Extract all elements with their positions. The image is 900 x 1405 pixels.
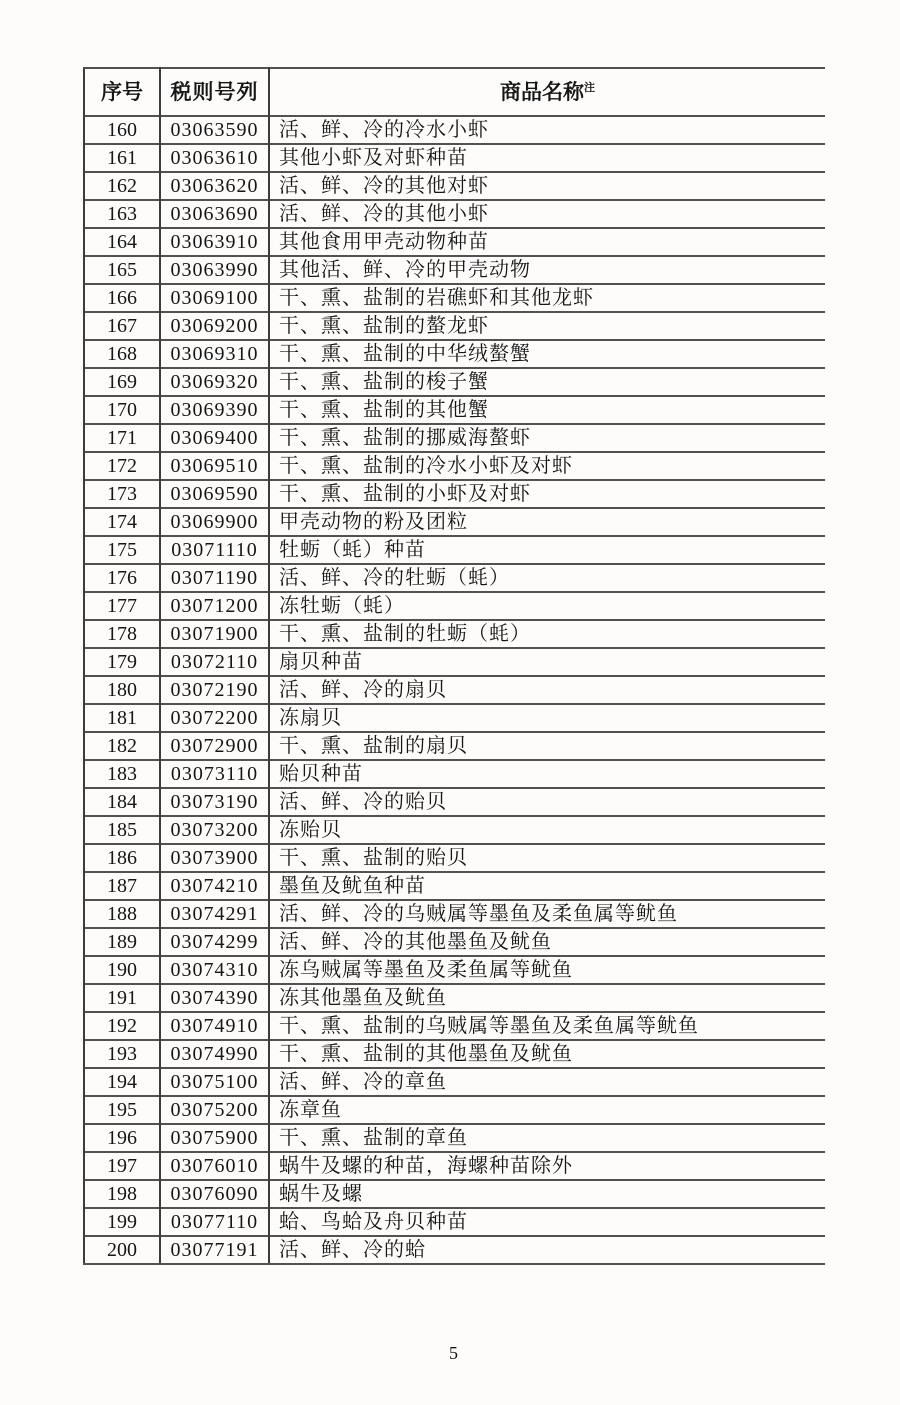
- row-no: 180: [84, 676, 160, 704]
- row-no: 163: [84, 200, 160, 228]
- table-row: [84, 1096, 825, 1124]
- table-row: [84, 704, 825, 732]
- table-row: [84, 1236, 825, 1264]
- table-row: [84, 1040, 825, 1068]
- row-no: 165: [84, 256, 160, 284]
- row-name: 干、熏、盐制的冷水小虾及对虾: [269, 452, 825, 480]
- row-name: 干、熏、盐制的其他蟹: [269, 396, 825, 424]
- table-row: [84, 116, 825, 144]
- row-no: 185: [84, 816, 160, 844]
- row-no: 191: [84, 984, 160, 1012]
- row-no: 179: [84, 648, 160, 676]
- table-row: [84, 396, 825, 424]
- row-name: 甲壳动物的粉及团粒: [269, 508, 825, 536]
- row-code: 03072190: [160, 676, 269, 704]
- row-code: 03063620: [160, 172, 269, 200]
- row-name: 活、鲜、冷的其他对虾: [269, 172, 825, 200]
- table-row: [84, 928, 825, 956]
- row-name: 冻乌贼属等墨鱼及柔鱼属等鱿鱼: [269, 956, 825, 984]
- table-row: [84, 312, 825, 340]
- row-no: 160: [84, 116, 160, 144]
- table-row: [84, 1068, 825, 1096]
- row-name: 活、鲜、冷的扇贝: [269, 676, 825, 704]
- row-name: 活、鲜、冷的乌贼属等墨鱼及柔鱼属等鱿鱼: [269, 900, 825, 928]
- row-code: 03063610: [160, 144, 269, 172]
- row-code: 03071110: [160, 536, 269, 564]
- row-code: 03074291: [160, 900, 269, 928]
- row-name: 活、鲜、冷的其他小虾: [269, 200, 825, 228]
- row-name: 干、熏、盐制的挪威海螯虾: [269, 424, 825, 452]
- table-row: [84, 564, 825, 592]
- table-row: [84, 536, 825, 564]
- row-code: 03074910: [160, 1012, 269, 1040]
- row-no: 194: [84, 1068, 160, 1096]
- note-superscript: 注: [584, 81, 595, 94]
- row-no: 168: [84, 340, 160, 368]
- table-row: [84, 144, 825, 172]
- row-no: 169: [84, 368, 160, 396]
- page-number: 5: [449, 1343, 458, 1363]
- header-product-name-label: 商品名称: [500, 79, 584, 104]
- row-code: 03076010: [160, 1152, 269, 1180]
- row-no: 195: [84, 1096, 160, 1124]
- row-no: 167: [84, 312, 160, 340]
- row-no: 187: [84, 872, 160, 900]
- table-row: [84, 872, 825, 900]
- row-code: 03072900: [160, 732, 269, 760]
- row-code: 03069390: [160, 396, 269, 424]
- row-name: 冻贻贝: [269, 816, 825, 844]
- row-name: 干、熏、盐制的梭子蟹: [269, 368, 825, 396]
- row-code: 03077110: [160, 1208, 269, 1236]
- row-code: 03071200: [160, 592, 269, 620]
- row-code: 03075900: [160, 1124, 269, 1152]
- row-code: 03077191: [160, 1236, 269, 1264]
- row-no: 170: [84, 396, 160, 424]
- table-row: [84, 452, 825, 480]
- row-no: 166: [84, 284, 160, 312]
- row-name: 冻扇贝: [269, 704, 825, 732]
- header-product-name: [269, 68, 825, 116]
- row-name: 冻牡蛎（蚝）: [269, 592, 825, 620]
- row-no: 200: [84, 1236, 160, 1264]
- row-no: 177: [84, 592, 160, 620]
- row-name: 干、熏、盐制的乌贼属等墨鱼及柔鱼属等鱿鱼: [269, 1012, 825, 1040]
- row-no: 161: [84, 144, 160, 172]
- row-no: 162: [84, 172, 160, 200]
- row-code: 03074210: [160, 872, 269, 900]
- table-row: [84, 284, 825, 312]
- row-no: 175: [84, 536, 160, 564]
- row-code: 03073110: [160, 760, 269, 788]
- table-header: [84, 68, 825, 116]
- row-no: 184: [84, 788, 160, 816]
- row-code: 03073900: [160, 844, 269, 872]
- row-name: 贻贝种苗: [269, 760, 825, 788]
- table-row: [84, 368, 825, 396]
- table-row: [84, 816, 825, 844]
- row-name: 活、鲜、冷的章鱼: [269, 1068, 825, 1096]
- row-code: 03072110: [160, 648, 269, 676]
- row-no: 171: [84, 424, 160, 452]
- header-tariff-code: 税则号列: [160, 68, 269, 116]
- row-no: 183: [84, 760, 160, 788]
- table-row: [84, 1208, 825, 1236]
- table-row: [84, 508, 825, 536]
- row-name: 干、熏、盐制的其他墨鱼及鱿鱼: [269, 1040, 825, 1068]
- row-no: 176: [84, 564, 160, 592]
- table-row: [84, 648, 825, 676]
- row-no: 173: [84, 480, 160, 508]
- row-name: 墨鱼及鱿鱼种苗: [269, 872, 825, 900]
- table-row: [84, 1152, 825, 1180]
- row-no: 178: [84, 620, 160, 648]
- row-no: 192: [84, 1012, 160, 1040]
- row-no: 164: [84, 228, 160, 256]
- row-code: 03063990: [160, 256, 269, 284]
- table-row: [84, 788, 825, 816]
- table-row: [84, 1012, 825, 1040]
- row-code: 03063910: [160, 228, 269, 256]
- table-row: [84, 256, 825, 284]
- table-row: [84, 760, 825, 788]
- row-code: 03073190: [160, 788, 269, 816]
- table-row: [84, 1180, 825, 1208]
- row-name: 蛤、鸟蛤及舟贝种苗: [269, 1208, 825, 1236]
- table-row: [84, 424, 825, 452]
- row-code: 03075200: [160, 1096, 269, 1124]
- row-no: 188: [84, 900, 160, 928]
- row-code: 03075100: [160, 1068, 269, 1096]
- header-row: [84, 68, 825, 116]
- row-code: 03069320: [160, 368, 269, 396]
- table-row: [84, 620, 825, 648]
- row-code: 03076090: [160, 1180, 269, 1208]
- table-row: [84, 172, 825, 200]
- row-no: 198: [84, 1180, 160, 1208]
- row-no: 197: [84, 1152, 160, 1180]
- row-name: 干、熏、盐制的牡蛎（蚝）: [269, 620, 825, 648]
- row-name: 活、鲜、冷的冷水小虾: [269, 116, 825, 144]
- row-name: 活、鲜、冷的贻贝: [269, 788, 825, 816]
- row-code: 03069590: [160, 480, 269, 508]
- row-code: 03069310: [160, 340, 269, 368]
- row-no: 189: [84, 928, 160, 956]
- row-name: 干、熏、盐制的贻贝: [269, 844, 825, 872]
- row-code: 03063590: [160, 116, 269, 144]
- row-name: 活、鲜、冷的其他墨鱼及鱿鱼: [269, 928, 825, 956]
- document-page: [0, 67, 900, 1405]
- row-code: 03069900: [160, 508, 269, 536]
- table-row: [84, 592, 825, 620]
- table-row: [84, 200, 825, 228]
- row-name: 其他食用甲壳动物种苗: [269, 228, 825, 256]
- row-name: 牡蛎（蚝）种苗: [269, 536, 825, 564]
- row-code: 03074390: [160, 984, 269, 1012]
- row-code: 03069100: [160, 284, 269, 312]
- row-code: 03074990: [160, 1040, 269, 1068]
- row-no: 196: [84, 1124, 160, 1152]
- row-name: 干、熏、盐制的岩礁虾和其他龙虾: [269, 284, 825, 312]
- row-no: 199: [84, 1208, 160, 1236]
- row-no: 193: [84, 1040, 160, 1068]
- row-name: 干、熏、盐制的中华绒螯蟹: [269, 340, 825, 368]
- table-row: [84, 984, 825, 1012]
- table-row: [84, 228, 825, 256]
- table-body: [84, 116, 825, 1264]
- table-row: [84, 732, 825, 760]
- row-name: 干、熏、盐制的小虾及对虾: [269, 480, 825, 508]
- row-name: 活、鲜、冷的牡蛎（蚝）: [269, 564, 825, 592]
- table-row: [84, 844, 825, 872]
- row-code: 03074299: [160, 928, 269, 956]
- row-no: 190: [84, 956, 160, 984]
- table-row: [84, 1124, 825, 1152]
- row-code: 03074310: [160, 956, 269, 984]
- row-no: 181: [84, 704, 160, 732]
- table-row: [84, 676, 825, 704]
- row-code: 03071190: [160, 564, 269, 592]
- row-no: 174: [84, 508, 160, 536]
- header-serial-number: 序号: [84, 68, 160, 116]
- row-name: 干、熏、盐制的螯龙虾: [269, 312, 825, 340]
- table-row: [84, 900, 825, 928]
- row-name: 干、熏、盐制的章鱼: [269, 1124, 825, 1152]
- row-name: 扇贝种苗: [269, 648, 825, 676]
- row-code: 03069400: [160, 424, 269, 452]
- table-row: [84, 480, 825, 508]
- row-no: 172: [84, 452, 160, 480]
- row-name: 蜗牛及螺的种苗，海螺种苗除外: [269, 1152, 825, 1180]
- row-code: 03069510: [160, 452, 269, 480]
- row-no: 186: [84, 844, 160, 872]
- row-no: 182: [84, 732, 160, 760]
- row-name: 其他活、鲜、冷的甲壳动物: [269, 256, 825, 284]
- row-name: 其他小虾及对虾种苗: [269, 144, 825, 172]
- tariff-table: [83, 67, 825, 1265]
- row-name: 冻章鱼: [269, 1096, 825, 1124]
- row-name: 冻其他墨鱼及鱿鱼: [269, 984, 825, 1012]
- table-row: [84, 340, 825, 368]
- row-code: 03069200: [160, 312, 269, 340]
- row-name: 蜗牛及螺: [269, 1180, 825, 1208]
- row-name: 活、鲜、冷的蛤: [269, 1236, 825, 1264]
- row-code: 03072200: [160, 704, 269, 732]
- table-row: [84, 956, 825, 984]
- row-code: 03063690: [160, 200, 269, 228]
- row-code: 03073200: [160, 816, 269, 844]
- row-code: 03071900: [160, 620, 269, 648]
- row-name: 干、熏、盐制的扇贝: [269, 732, 825, 760]
